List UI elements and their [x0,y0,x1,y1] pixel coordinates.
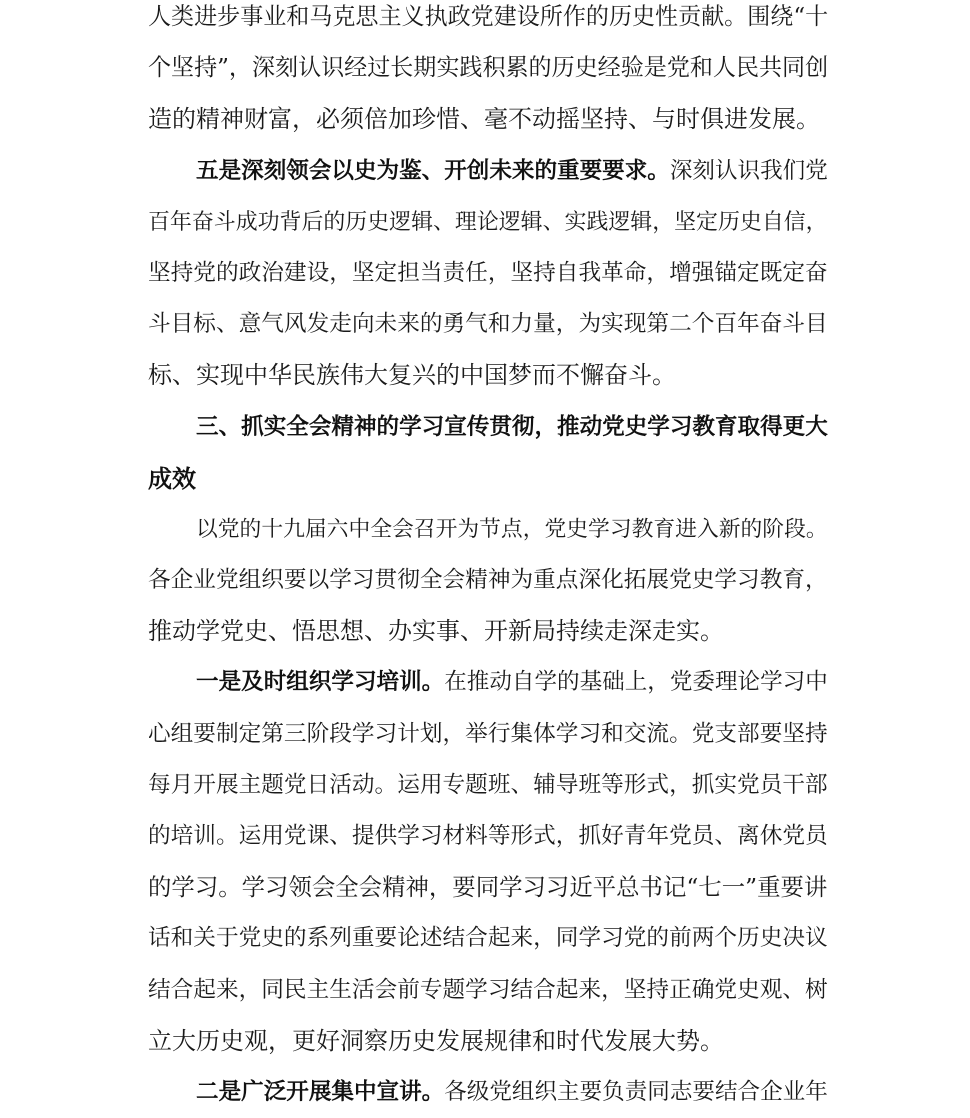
text-line [148,299,828,350]
body-text: 的学习。学习领会全会精神，要同学习习近平总书记“七一”重要讲 [148,873,828,902]
text-line [148,913,828,964]
text-line [148,197,828,248]
bold-heading-text: 成效 [148,463,196,493]
body-text: 各企业党组织要以学习贯彻全会精神为重点深化拓展党史学习教育， [148,567,828,594]
body-text: 个坚持”，深刻认识经过长期实践积累的历史经验是党和人民共同创 [148,55,829,82]
text-line [148,555,828,606]
body-text: 心组要制定第三阶段学习计划，举行集体学习和交流。党支部要坚持 [148,720,828,747]
body-text: 结合起来，同民主生活会前专题学习结合起来，坚持正确党史观、树 [148,976,828,1003]
text-line [148,43,828,94]
body-text: 各级党组织主要负责同志要结合企业年 [444,1078,828,1105]
text-line [148,965,828,1016]
text-line [148,94,828,145]
body-text: 立大历史观，更好洞察历史发展规律和时代发展大势。 [148,1026,724,1055]
text-line [148,657,828,708]
text-line [148,248,828,299]
body-text: 的培训。运用党课、提供学习材料等形式，抓好青年党员、离休党员 [148,823,828,849]
text-line [148,760,828,811]
bold-heading-text: 五是深刻领会以史为鉴、开创未来的重要要求。 [196,157,670,184]
text-line [148,0,828,43]
text-line [148,1016,828,1067]
text-line [148,350,828,401]
body-text: 斗目标、意气风发走向未来的勇气和力量，为实现第二个百年奋斗目 [148,311,828,338]
text-line [148,504,828,555]
body-text: 推动学党史、悟思想、办实事、开新局持续走深走实。 [148,617,724,646]
body-text: 人类进步事业和马克思主义执政党建设所作的历史性贡献。围绕“十 [148,4,829,30]
text-line [148,709,828,760]
body-text: 深刻认识我们党 [669,157,828,184]
body-text: 造的精神财富，必须倍加珍惜、毫不动摇坚持、与时俱进发展。 [148,105,820,134]
text-line [148,606,828,657]
body-text: 标、实现中华民族伟大复兴的中国梦而不懈奋斗。 [148,361,676,390]
bold-heading-text: 一是及时组织学习培训。 [196,669,445,696]
body-text: 坚持党的政治建设，坚定担当责任，坚持自我革命，增强锚定既定奋 [148,259,828,286]
body-text: 百年奋斗成功背后的历史逻辑、理论逻辑、实践逻辑，坚定历史自信， [148,209,828,235]
text-line [148,862,828,913]
text-line [148,453,828,504]
body-text: 每月开展主题党日活动。运用专题班、辅导班等形式，抓实党员干部 [148,771,828,798]
bold-heading-text: 三、抓实全会精神的学习宣传贯彻，推动党史学习教育取得更大 [196,413,828,440]
body-text: 话和关于党史的系列重要论述结合起来，同学习党的前两个历史决议 [148,925,828,952]
document-body [148,0,828,1118]
text-line [148,402,828,453]
body-text: 以党的十九届六中全会召开为节点，党史学习教育进入新的阶段。 [196,516,828,542]
text-line [148,146,828,197]
text-line [148,1067,828,1118]
body-text: 在推动自学的基础上，党委理论学习中 [444,669,828,696]
bold-heading-text: 二是广泛开展集中宣讲。 [196,1078,445,1105]
text-line [148,811,828,862]
